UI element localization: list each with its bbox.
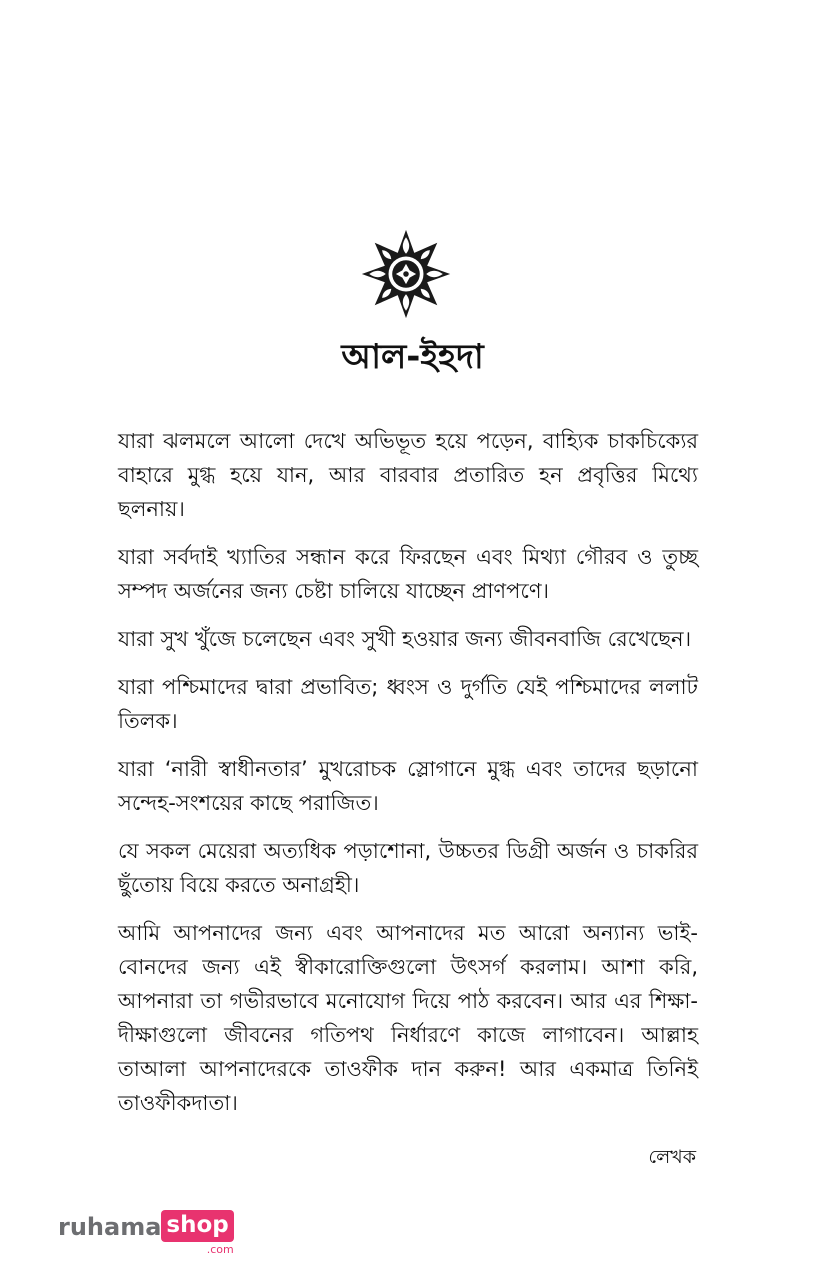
page-title: আল-ইহদা [341,337,484,377]
dedication-paragraph-7: আমি আপনাদের জন্য এবং আপনাদের মত আরো অন্যান্য ভাই-বোনদের জন্য এই স্বীকারোক্তিগুলো উৎসর্গ করলাম। আশা করি, আপনারা তা গভীরভাবে মনোযোগ দিয়ে পাঠ করবেন। আর এর শিক্ষা-দীক্ষাগুলো জীবনের গতিপথ নির্ধারণে কাজে লাগাবেন। আল্লাহ তাআলা আপনাদেরকে তাওফীক দান করুন! আর একমাত্র তিনিই তাওফীকদাতা। [118,921,698,1115]
dedication-paragraph-4: যারা পশ্চিমাদের দ্বারা প্রভাবিত; ধ্বংস ও দুর্গতি যেই পশ্চিমাদের ললাট তিলক। [118,675,698,733]
dedication-paragraph-5: যারা ‘নারী স্বাধীনতার’ মুখরোচক স্লোগানে মুগ্ধ এবং তাদের ছড়ানো সন্দেহ-সংশয়ের কাছে পরাজিত। [118,757,698,815]
dedication-paragraph-2: যারা সর্বদাই খ্যাতির সন্ধান করে ফিরছেন এবং মিথ্যা গৌরব ও তুচ্ছ সম্পদ অর্জনের জন্য চেষ্টা চালিয়ে যাচ্ছেন প্রাণপণে। [118,545,698,603]
dedication-paragraph-1: যারা ঝলমলে আলো দেখে অভিভূত হয়ে পড়েন, বাহ্যিক চাকচিক্যের বাহারে মুগ্ধ হয়ে যান, আর বারবার প্রতারিত হন প্রবৃত্তির মিথ্যে ছলনায়। [118,429,698,521]
dedication-paragraph-6: যে সকল মেয়েরা অত্যধিক পড়াশোনা, উচ্চতর ডিগ্রী অর্জন ও চাকরির ছুঁতোয় বিয়ে করতে অনাগ্রহী। [118,839,698,897]
brand-logo [58,1210,234,1254]
dedication-paragraph-3: যারা সুখ খুঁজে চলেছেন এবং সুখী হওয়ার জন্য জীবনবাজি রেখেছেন। [118,627,692,651]
star-ornament-icon [360,228,452,320]
brand-domain: .com [206,1243,234,1256]
brand-name: ruhama [58,1213,162,1241]
brand-badge [161,1210,233,1256]
dedication-text [118,424,698,1134]
author-signature: লেখক [648,1146,696,1168]
brand-highlight: shop [161,1210,233,1242]
